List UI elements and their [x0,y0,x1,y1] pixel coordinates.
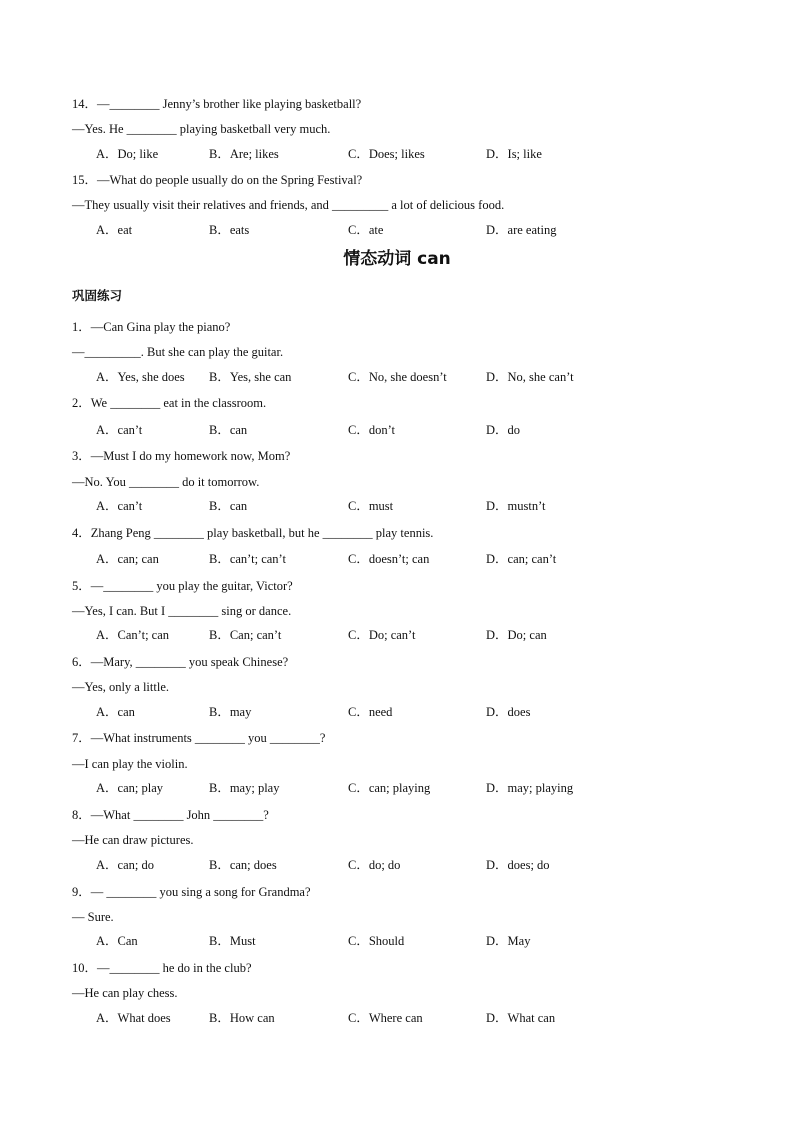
answer-option-a[interactable]: A．can; can [96,552,159,566]
answer-option-a[interactable]: A．can; play [96,781,163,795]
answer-option-a[interactable]: A．eat [96,223,133,237]
question-stem: 10．—________ he do in the club? [72,961,252,975]
question-response-line: —Yes, I can. But I ________ sing or dance. [72,604,292,618]
answer-option-b[interactable]: B．can; does [209,858,277,872]
answer-option-d[interactable]: D．mustn’t [486,499,546,513]
answer-option-c[interactable]: C．Where can [348,1011,423,1025]
answer-option-b[interactable]: B．Yes, she can [209,370,292,384]
answer-option-c[interactable]: C．need [348,705,393,719]
answer-option-a[interactable]: A．Yes, she does [96,370,185,384]
answer-option-c[interactable]: C．Should [348,934,405,948]
answer-option-b[interactable]: B．can [209,423,248,437]
question-response-line: —He can draw pictures. [72,833,194,847]
answer-option-c[interactable]: C．don’t [348,423,395,437]
question-response-line: —_________. But she can play the guitar. [72,345,284,359]
answer-option-a[interactable]: A．can’t [96,423,143,437]
answer-option-a[interactable]: A．Can’t; can [96,628,170,642]
question-stem: 1．—Can Gina play the piano? [72,320,231,334]
question-stem: 4．Zhang Peng ________ play basketball, but he ________ play tennis. [72,526,434,540]
answer-option-a[interactable]: A．can [96,705,135,719]
answer-option-d[interactable]: D．No, she can’t [486,370,574,384]
question-stem: 3．—Must I do my homework now, Mom? [72,449,291,463]
answer-option-c[interactable]: C．do; do [348,858,401,872]
answer-option-c[interactable]: C．must [348,499,394,513]
question-response-line: —No. You ________ do it tomorrow. [72,475,260,489]
answer-option-a[interactable]: A．can’t [96,499,143,513]
answer-option-a[interactable]: A．can; do [96,858,154,872]
question-response-line: —They usually visit their relatives and friends, and _________ a lot of delicious food. [72,198,505,212]
answer-option-d[interactable]: D．What can [486,1011,556,1025]
question-stem: 8．—What ________ John ________? [72,808,269,822]
answer-option-c[interactable]: C．doesn’t; can [348,552,430,566]
question-stem: 6．—Mary, ________ you speak Chinese? [72,655,289,669]
answer-option-b[interactable]: B．can [209,499,248,513]
answer-option-b[interactable]: B．may [209,705,252,719]
answer-option-d[interactable]: D．do [486,423,521,437]
answer-option-d[interactable]: D．Do; can [486,628,547,642]
answer-option-c[interactable]: C．Does; likes [348,147,425,161]
answer-option-d[interactable]: D．can; can’t [486,552,557,566]
answer-option-d[interactable]: D．does [486,705,531,719]
question-stem: 7．—What instruments ________ you ________? [72,731,326,745]
answer-option-c[interactable]: C．ate [348,223,384,237]
answer-option-a[interactable]: A．Do; like [96,147,159,161]
answer-option-a[interactable]: A．Can [96,934,138,948]
question-response-line: — Sure. [72,910,114,924]
question-stem: 2．We ________ eat in the classroom. [72,396,267,410]
question-stem: 5．—________ you play the guitar, Victor? [72,579,293,593]
answer-option-c[interactable]: C．Do; can’t [348,628,416,642]
answer-option-a[interactable]: A．What does [96,1011,171,1025]
answer-option-d[interactable]: D．Is; like [486,147,542,161]
answer-option-d[interactable]: D．may; playing [486,781,574,795]
section-title: 情态动词 can [343,249,451,269]
question-response-line: —Yes. He ________ playing basketball very much. [72,122,331,136]
answer-option-d[interactable]: D．May [486,934,531,948]
question-response-line: —I can play the violin. [72,757,188,771]
answer-option-c[interactable]: C．can; playing [348,781,431,795]
answer-option-b[interactable]: B．Are; likes [209,147,279,161]
question-stem: 15．—What do people usually do on the Spring Festival? [72,173,363,187]
question-response-line: —He can play chess. [72,986,178,1000]
answer-option-b[interactable]: B．can’t; can’t [209,552,286,566]
answer-option-d[interactable]: D．are eating [486,223,557,237]
question-stem: 9．— ________ you sing a song for Grandma? [72,885,311,899]
answer-option-b[interactable]: B．Can; can’t [209,628,282,642]
answer-option-d[interactable]: D．does; do [486,858,550,872]
answer-option-b[interactable]: B．How can [209,1011,275,1025]
answer-option-b[interactable]: B．may; play [209,781,280,795]
answer-option-c[interactable]: C．No, she doesn’t [348,370,447,384]
answer-option-b[interactable]: B．eats [209,223,250,237]
question-stem: 14．—________ Jenny’s brother like playing basketball? [72,97,362,111]
answer-option-b[interactable]: B．Must [209,934,256,948]
question-response-line: —Yes, only a little. [72,680,169,694]
section-subtitle: 巩固练习 [72,288,123,303]
